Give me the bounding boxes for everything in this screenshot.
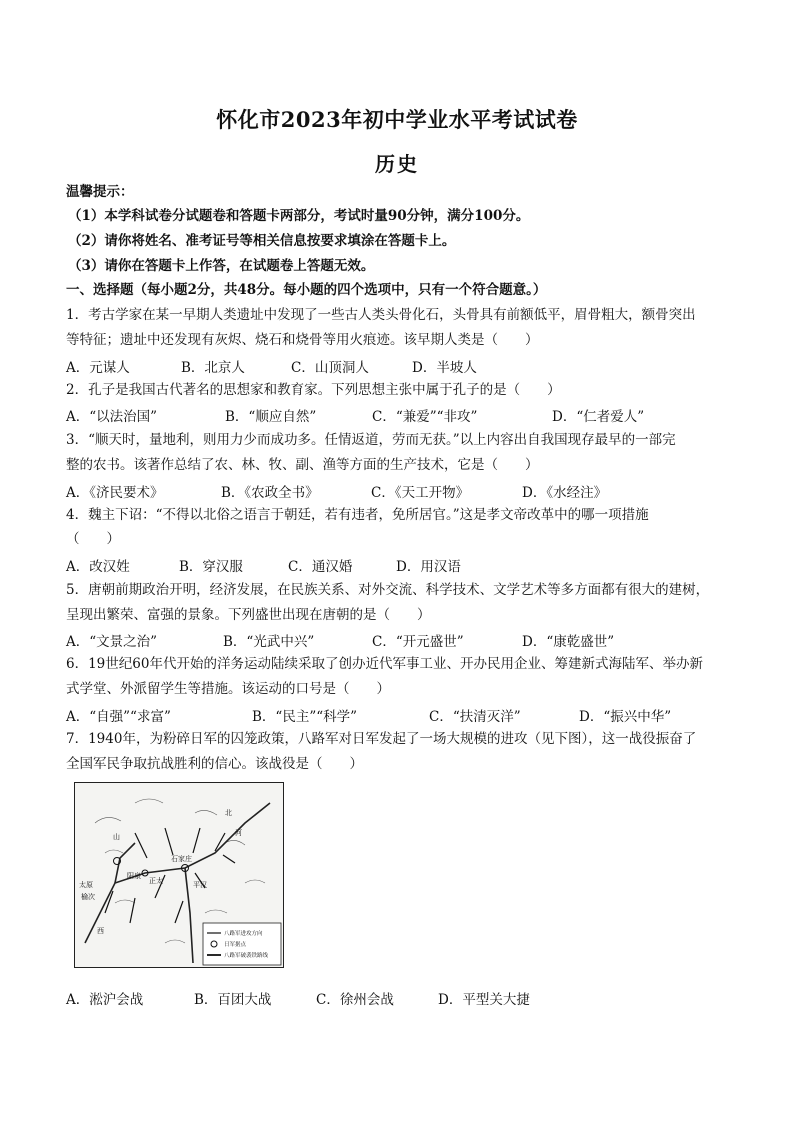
option-a[interactable]: A．《济民要术》 (66, 485, 164, 501)
map-label-pinghan: 平汉 (193, 881, 207, 889)
option-d[interactable]: D．“仁者爱人” (552, 409, 645, 425)
question-options (66, 705, 734, 724)
question-options (66, 555, 734, 574)
map-label-bei: 北 (225, 809, 232, 817)
question-stem: 1．考古学家在某一早期人类遗址中发现了一些古人类头骨化石，头骨具有前额低平，眉骨粗大，额骨突出 (66, 307, 696, 323)
option-a[interactable]: A．“以法治国” (66, 409, 158, 425)
notice-heading: 温馨提示： (66, 184, 134, 200)
option-b[interactable]: B．“民主”“科学” (252, 709, 358, 725)
option-b[interactable]: B．北京人 (181, 360, 245, 376)
battle-map (74, 782, 284, 968)
map-label-taiyuan: 太原 (79, 881, 93, 889)
option-c[interactable]: C．徐州会战 (316, 992, 394, 1008)
option-c[interactable]: C．“开元盛世” (372, 634, 464, 650)
option-d[interactable]: D．《水经注》 (522, 485, 608, 501)
question-stem: 3．“顺天时，量地利，则用力少而成功多。任情返道，劳而无获。”以上内容出自我国现存最早的一部完 (66, 432, 676, 448)
map-label-yuci: 榆次 (81, 893, 95, 901)
battle-map-drawing (75, 783, 284, 968)
notice-item: （1）本学科试卷分试题卷和答题卡两部分，考试时量90分钟，满分100分。 (68, 208, 530, 224)
question-stem: 呈现出繁荣、富强的景象。下列盛世出现在唐朝的是（ ） (66, 607, 431, 623)
question-options (66, 988, 734, 1007)
option-a[interactable]: A．改汉姓 (66, 559, 130, 575)
option-c[interactable]: C．《天工开物》 (371, 485, 470, 501)
option-a[interactable]: A．淞沪会战 (66, 992, 144, 1008)
question-stem: 2．孔子是我国古代著名的思想家和教育家。下列思想主张中属于孔子的是（ ） (66, 382, 561, 398)
option-c[interactable]: C．“扶清灭洋” (429, 709, 521, 725)
question-options (66, 356, 734, 375)
option-d[interactable]: D．“康乾盛世” (522, 634, 615, 650)
option-c[interactable]: C．通汉婚 (288, 559, 353, 575)
option-b[interactable]: B．穿汉服 (179, 559, 243, 575)
map-label-zhengtai: 正太 (149, 877, 163, 885)
exam-title: 怀化市2023年初中学业水平考试试卷 (216, 107, 578, 132)
notice-item: （3）请你在答题卡上作答，在试题卷上答题无效。 (68, 258, 375, 274)
question-stem: 6．19世纪60年代开始的洋务运动陆续采取了创办近代军事工业、开办民用企业、筹建新式海陆军、举办新 (66, 656, 703, 672)
option-b[interactable]: B．《农政全书》 (221, 485, 319, 501)
map-label-xi: 西 (97, 927, 104, 935)
legend-label: 日军据点 (224, 942, 247, 948)
legend-label: 八路军进攻方向 (224, 931, 263, 937)
map-label-shan: 山 (113, 833, 120, 841)
option-d[interactable]: D．用汉语 (396, 559, 461, 575)
option-b[interactable]: B．“顺应自然” (225, 409, 317, 425)
option-d[interactable]: D．“振兴中华” (579, 709, 672, 725)
map-label-he: 河 (235, 829, 242, 837)
option-d[interactable]: D．平型关大捷 (438, 992, 530, 1008)
map-label-shijiazhuang: 石家庄 (171, 855, 192, 863)
option-a[interactable]: A．“文景之治” (66, 634, 158, 650)
question-stem: 7．1940年，为粉碎日军的囚笼政策，八路军对日军发起了一场大规模的进攻（见下图），这一战役振奋了 (66, 731, 697, 747)
terrain-strokes (95, 799, 265, 943)
notice-item: （2）请你将姓名、准考证号等相关信息按要求填涂在答题卡上。 (68, 233, 456, 249)
map-label-yangquan: 阳泉 (127, 872, 141, 880)
question-stem: 式学堂、外派留学生等措施。该运动的口号是（ ） (66, 681, 390, 697)
map-legend (203, 923, 281, 965)
question-stem: 5．唐朝前期政治开明，经济发展，在民族关系、对外交流、科学技术、文学艺术等多方面都有很大的建树， (66, 582, 710, 598)
question-stem: 整的农书。该著作总结了农、林、牧、副、渔等方面的生产技术，它是（ ） (66, 457, 539, 473)
question-options (66, 630, 734, 649)
option-a[interactable]: A．元谋人 (66, 360, 130, 376)
question-options (66, 405, 734, 424)
question-stem: （ ） (66, 531, 120, 547)
section-heading: 一、选择题（每小题2分，共48分。每小题的四个选项中，只有一个符合题意。） (66, 282, 547, 298)
option-a[interactable]: A．“自强”“求富” (66, 709, 171, 725)
exam-subject: 历史 (375, 152, 419, 176)
option-d[interactable]: D．半坡人 (412, 360, 477, 376)
question-stem: 4．魏主下诏：“不得以北俗之语言于朝廷，若有违者，免所居官。”这是孝文帝改革中的哪一项措施 (66, 507, 649, 523)
question-stem: 全国军民争取抗战胜利的信心。该战役是（ ） (66, 756, 363, 772)
question-stem: 等特征；遗址中还发现有灰烬、烧石和烧骨等用火痕迹。该早期人类是（ ） (66, 332, 539, 348)
attack-arrows (105, 828, 235, 923)
option-c[interactable]: C．山顶洞人 (291, 360, 369, 376)
option-b[interactable]: B．百团大战 (194, 992, 272, 1008)
question-options (66, 481, 734, 500)
option-c[interactable]: C．“兼爱”“非攻” (372, 409, 478, 425)
option-b[interactable]: B．“光武中兴” (223, 634, 315, 650)
legend-label: 八路军破袭铁路线 (224, 953, 269, 959)
